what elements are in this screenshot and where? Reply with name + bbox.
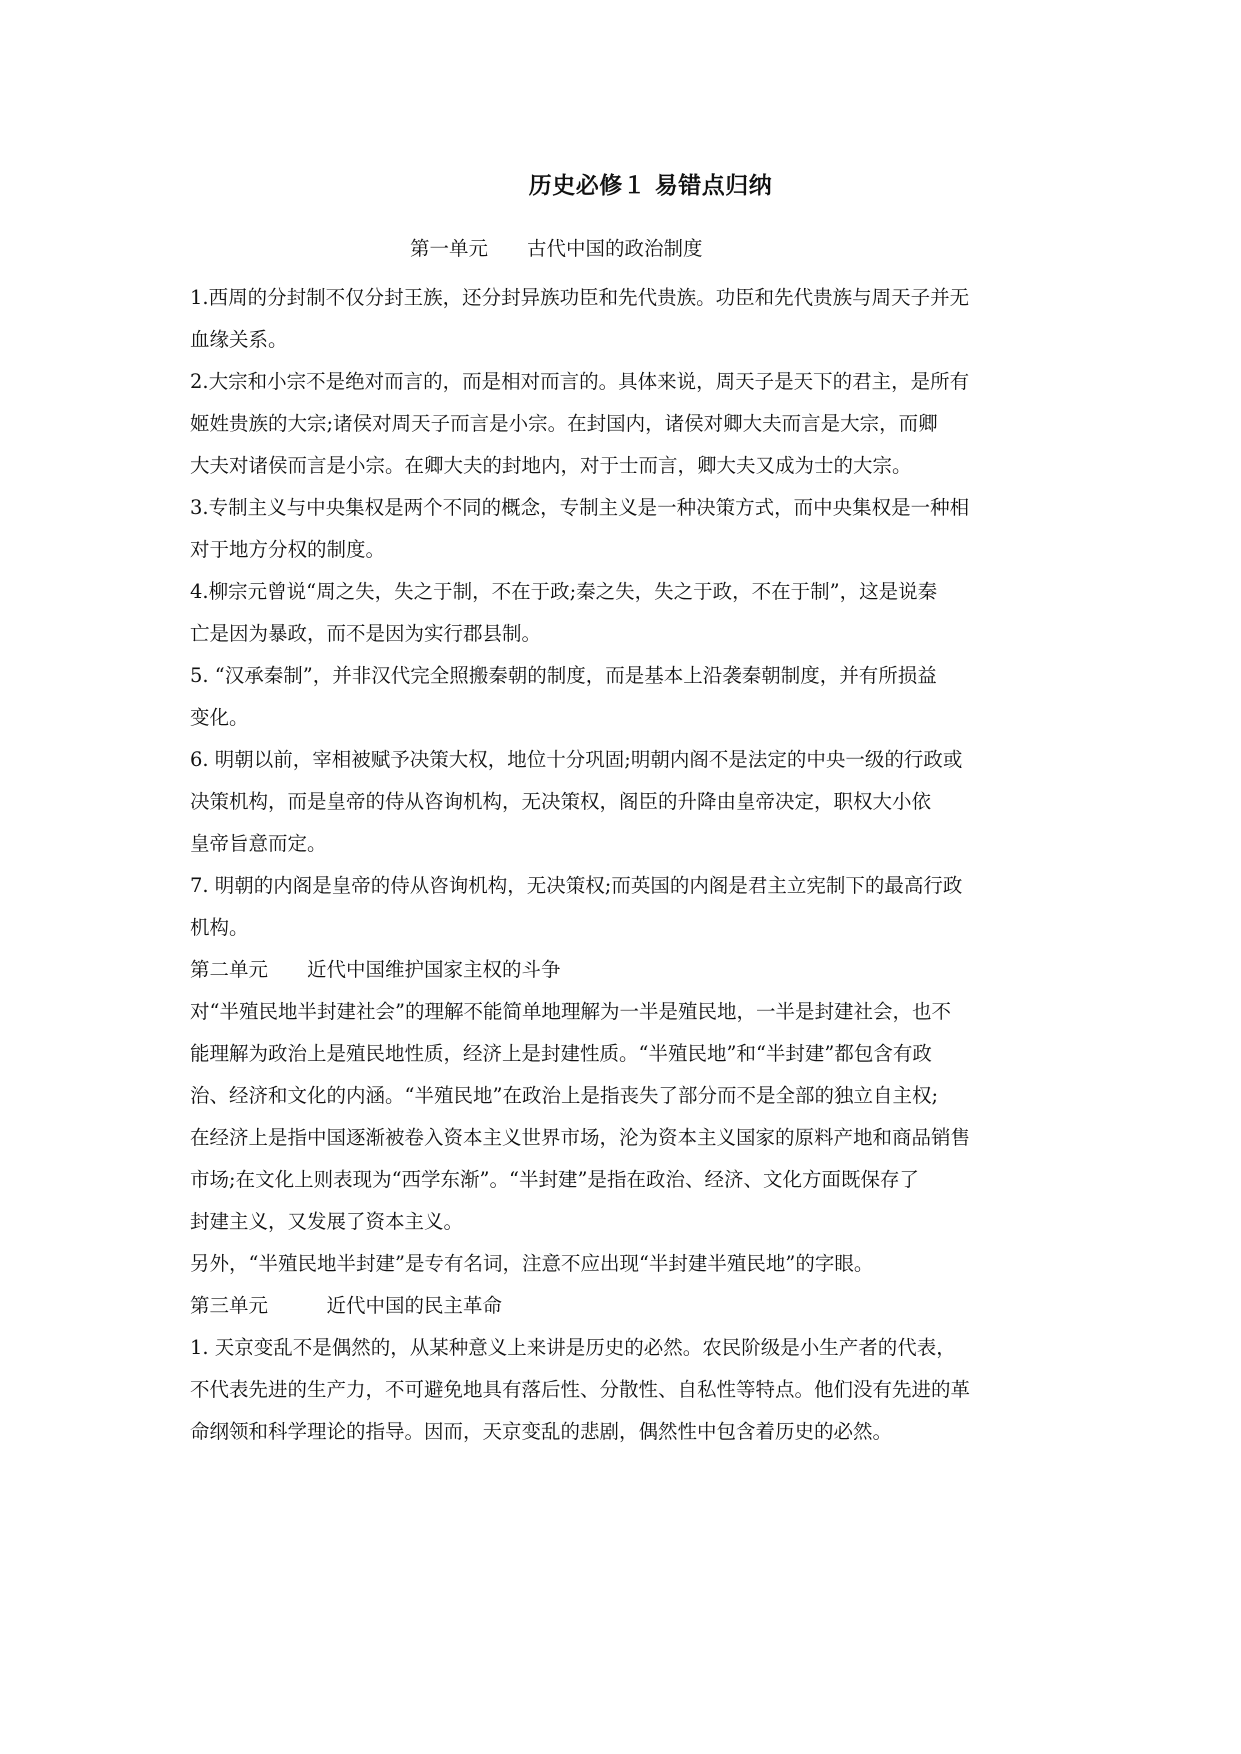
text-line: 1.西周的分封制不仅分封王族，还分封异族功臣和先代贵族。功臣和先代贵族与周天子并无: [190, 286, 970, 309]
text-line: 亡是因为暴政，而不是因为实行郡县制。: [190, 622, 542, 645]
text-line: 大夫对诸侯而言是小宗。在卿大夫的封地内，对于士而言，卿大夫又成为士的大宗。: [190, 454, 912, 477]
text-line: 6. 明朝以前，宰相被赋予决策大权，地位十分巩固;明朝内阁不是法定的中央一级的行政或: [190, 748, 963, 771]
text-line: 在经济上是指中国逐渐被卷入资本主义世界市场，沦为资本主义国家的原料产地和商品销售: [190, 1126, 971, 1149]
text-line: 对“半殖民地半封建社会”的理解不能简单地理解为一半是殖民地，一半是封建社会，也不: [190, 1000, 951, 1023]
text-line: 命纲领和科学理论的指导。因而，天京变乱的悲剧，偶然性中包含着历史的必然。: [190, 1420, 893, 1443]
text-line: 对于地方分权的制度。: [190, 538, 386, 561]
text-line: 1. 天京变乱不是偶然的，从某种意义上来讲是历史的必然。农民阶级是小生产者的代表，: [190, 1336, 956, 1359]
text-line: 能理解为政治上是殖民地性质，经济上是封建性质。“半殖民地”和“半封建”都包含有政: [190, 1042, 932, 1065]
text-line: 血缘关系。: [190, 328, 288, 351]
text-line: 5. “汉承秦制”，并非汉代完全照搬秦朝的制度，而是基本上沿袭秦朝制度，并有所损益: [190, 664, 937, 687]
text-line: 治、经济和文化的内涵。“半殖民地”在政治上是指丧失了部分而不是全部的独立自主权;: [190, 1084, 939, 1107]
text-line: 皇帝旨意而定。: [190, 832, 327, 855]
document-title: 历史必修１ 易错点归纳: [528, 173, 773, 199]
unit-three-heading: 第三单元 近代中国的民主革命: [190, 1294, 503, 1317]
text-line: 机构。: [190, 916, 249, 939]
text-line: 封建主义，又发展了资本主义。: [190, 1210, 464, 1233]
unit-one-heading: 第一单元 古代中国的政治制度: [410, 237, 703, 260]
document-body: [190, 277, 1060, 1453]
text-line: 决策机构，而是皇帝的侍从咨询机构，无决策权，阁臣的升降由皇帝决定，职权大小依: [190, 790, 932, 813]
text-line: 市场;在文化上则表现为“西学东渐”。“半封建”是指在政治、经济、文化方面既保存了: [190, 1168, 919, 1191]
text-line: 不代表先进的生产力，不可避免地具有落后性、分散性、自私性等特点。他们没有先进的革: [190, 1378, 971, 1401]
unit-two-heading: 第二单元 近代中国维护国家主权的斗争: [190, 958, 561, 981]
text-line: 变化。: [190, 706, 249, 729]
text-line: 2.大宗和小宗不是绝对而言的，而是相对而言的。具体来说，周天子是天下的君主，是所有: [190, 370, 970, 393]
text-line: 7. 明朝的内阁是皇帝的侍从咨询机构，无决策权;而英国的内阁是君主立宪制下的最高行政: [190, 874, 963, 897]
text-line: 另外，“半殖民地半封建”是专有名词，注意不应出现“半封建半殖民地”的字眼。: [190, 1252, 874, 1275]
text-line: 姬姓贵族的大宗;诸侯对周天子而言是小宗。在封国内，诸侯对卿大夫而言是大宗，而卿: [190, 412, 938, 435]
text-line: 4.柳宗元曾说“周之失，失之于制，不在于政;秦之失，失之于政，不在于制”，这是说秦: [190, 580, 938, 603]
text-line: 3.专制主义与中央集权是两个不同的概念，专制主义是一种决策方式，而中央集权是一种相: [190, 496, 970, 519]
